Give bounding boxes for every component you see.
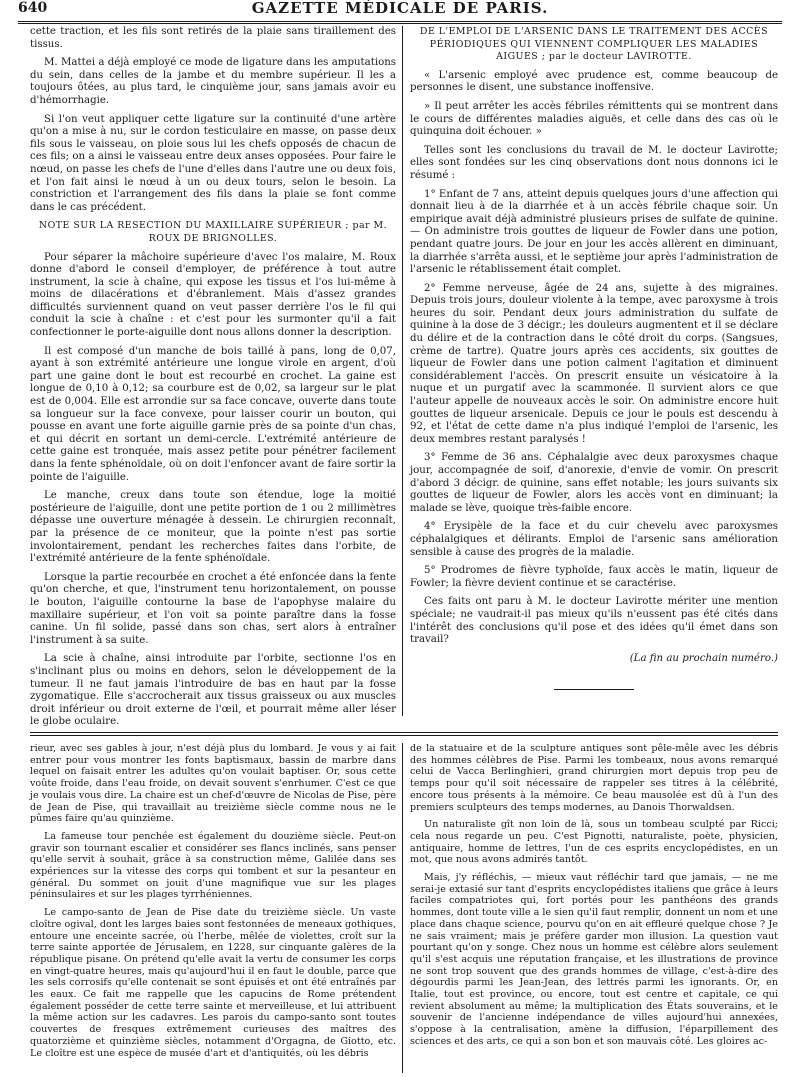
paragraph: La fameuse tour penchée est également du douzième siècle. Peut-on gravir son tournant escalier et considérer ses flancs inclinés, sans penser qu'elle servit à souhait, grâce à sa construction même, Galilée dans ses expériences sur la vitesse des corps qui tombent et sur la pesanteur en général. Du sommet on jouit d'une magnifique vue sur les plages péninsulaires et sur les plages tyrrhéniennes. [30, 830, 396, 901]
paragraph: Pour séparer la mâchoire supérieure d'avec l'os malaire, M. Roux donne d'abord le conseil d'employer, de préférence à tout autre instrument, la scie à chaîne, qui expose les tissus et l'os lui-même à moins de dilacérations et d'ébranlement. Mais d'assez grandes difficultés surviennent quand on veut passer derrière l'os le fil qui conduit la scie à chaîne : et c'est pour les surmonter qu'il a fait confectionner le porte-aiguille dont nous allons donner la description. [30, 251, 396, 339]
right-column [410, 26, 778, 716]
paragraph: 3° Femme de 36 ans. Céphalalgie avec deux paroxysmes chaque jour, accompagnée de soif, d'anorexie, d'envie de vomir. On prescrit d'abord 3 décigr. de quinine, sans effet notable; les jours suivants six gouttes de liqueur de Fowler, alors les accès vont en diminuant; la malade se lève, quoique très-faible encore. [410, 452, 778, 514]
paragraph: Lorsque la partie recourbée en crochet a été enfoncée dans la fente qu'on cherche, et que, l'instrument tenu horizontalement, on pousse le bouton, l'aiguille contourne la base de l'apophyse malaire du maxillaire supérieur, et l'on voit sa pointe paraître dans la fosse canine. Un fil solide, passé dans son chas, sert alors à entraîner l'instrument à sa suite. [30, 571, 396, 646]
paragraph: Le campo-santo de Jean de Pise date du treizième siècle. Un vaste cloître ogival, dont les larges baies sont festonnées de meneaux gothiques, entoure une enceinte sacrée, où l'herbe, mêlée de violettes, croît sur la terre sainte apportée de Jérusalem, en 1228, sur cinquante galères de la république pisane. On prétend qu'elle avait la vertu de consumer les corps en vingt-quatre heures, mais qu'aujourd'hui il en faut le double, parce que les sels corrosifs qu'elle contenait se sont épuisés et ont été entraînés par les eaux. Ce fait me rappelle que les capucins de Rome prétendent également posséder de cette terre sainte et merveilleuse, et lui attribuent la même action sur les cadavres. Les parois du campo-santo sont toutes couvertes de fresques extrêmement curieuses des maîtres des quatorzième et quinzième siècles, notamment d'Orgagna, de Giotto, etc. Le cloître est une espèce de musée d'art et d'antiquités, où les débris [30, 907, 396, 1059]
paragraph: Si l'on veut appliquer cette ligature sur la continuité d'une artère qu'on a mise à nu, sur le cordon testiculaire en masse, on passe deux fils sous le vaisseau, on ploie sous lui les chefs opposés de chacun de ces fils; on a ainsi le vaisseau entre deux anses opposées. Pour faire le nœud, on passe les chefs de l'une d'elles dans l'autre une ou deux fois, et l'on fait ainsi le nœud à un ou deux tours, selon le besoin. La constriction et l'arrangement des fils dans la plaie se font comme dans le cas précédent. [30, 113, 396, 213]
header-rule-double [18, 23, 782, 24]
paragraph: 5° Prodromes de fièvre typhoïde, faux accès le matin, liqueur de Fowler; la fièvre devient continue et se caractérise. [410, 565, 778, 589]
page-header [18, 2, 782, 19]
paragraph: cette traction, et les fils sont retirés de la plaie sans tiraillement des tissus. [30, 26, 396, 50]
feuilleton-divider [402, 743, 403, 1073]
article-heading: DE L'EMPLOI DE L'ARSENIC DANS LE TRAITEMENT DES ACCÈS PÉRIODIQUES QUI VIENNENT COMPLIQUER LES MALADIES AIGUES ; par le docteur LAVIROTTE. [419, 26, 769, 63]
article-heading: NOTE SUR LA RESECTION DU MAXILLAIRE SUPÉRIEUR ; par M. ROUX DE BRIGNOLLES. [38, 220, 388, 244]
paragraph: rieur, avec ses gables à jour, n'est déjà plus du lombard. Je vous y ai fait entrer pour vous montrer les fonts baptismaux, bassin de marbre dans lequel on faisait entrer les adultes qu'on voulait baptiser. Or, sous cette voûte froide, dans l'eau froide, on devait souvent s'enrhumer. C'est ce que je voulais vous dire. La chaire est un chef-d'œuvre de Nicolas de Pise, père de Jean de Pise, qui travaillait au treizième siècle comme nous ne le pûmes faire qu'au quinzième. [30, 743, 396, 825]
paragraph: » Il peut arrêter les accès fébriles rémittents qui se montrent dans le cours de différentes maladies aiguës, et celle dans des cas où le quinquina doit échouer. » [410, 100, 778, 138]
left-column [30, 26, 396, 728]
paragraph: Ces faits ont paru à M. le docteur Lavirotte mériter une mention spéciale; ne vaudrait-il pas mieux qu'ils n'eussent pas été cités dans l'intérêt des conclusions qu'il pose et des idées qu'il émet dans son travail? [410, 596, 778, 646]
paragraph: 4° Erysipèle de la face et du cuir chevelu avec paroxysmes céphalalgiques et délirants. Emploi de l'arsenic sans amélioration sensible à cause des progrès de la maladie. [410, 521, 778, 558]
paragraph: La scie à chaîne, ainsi introduite par l'orbite, sectionne l'os en s'inclinant plus ou moins en dehors, selon le développement de la tumeur. Il ne faut jamais l'introduire de bas en haut par la fosse zygomatique. Elle s'accrocherait aux tissus graisseux ou aux muscles droit inférieur ou droit externe de l'œil, et pourrait même aller léser le globe oculaire. [30, 653, 396, 728]
paragraph: de la statuaire et de la sculpture antiques sont pêle-mêle avec les débris des hommes célèbres de Pise. Parmi les tombeaux, nous avons remarqué celui de Vacca Berlinghieri, grand chirurgien mort depuis trop peu de temps pour qu'il soit nécessaire de rappeler ses titres à la célébrité, encore tous présents à la mémoire. Ce beau mausolée est dû à l'un des premiers sculpteurs des temps modernes, au Danois Thorwaldsen. [410, 743, 778, 813]
continuation-note: (La fin au prochain numéro.) [629, 652, 778, 664]
journal-title: GAZETTE MÉDICALE DE PARIS. [251, 0, 549, 17]
paragraph: 2° Femme nerveuse, âgée de 24 ans, sujette à des migraines. Depuis trois jours, douleur violente à la tempe, avec paroxysme à trois heures du soir. Pendant deux jours administration du sulfate de quinine à la dose de 3 décigr.; les douleurs augmentent et il se déclare du délire et de la contraction dans le côté droit du corps. (Sangsues, crème de tartre). Quatre jours après ces accidents, six gouttes de liqueur de Fowler dans une potion calment l'agitation et diminuent considérablement l'accès. On prescrit ensuite un vésicatoire à la nuque et un purgatif avec la scammonée. Il survient alors ce que l'auteur appelle de nouveaux accès le soir. On administre encore huit gouttes de liqueur arsenicale. Depuis ce jour le pouls est descendu à 92, et l'état de cette dame n'a plus indiqué l'emploi de l'arsenic, les deux membres restant paralysés ! [410, 282, 778, 445]
column-divider [402, 26, 403, 716]
end-rule [554, 689, 634, 690]
paragraph: « L'arsenic employé avec prudence est, comme beaucoup de personnes le disent, une substance inoffensive. [410, 69, 778, 94]
paragraph: M. Mattei a déjà employé ce mode de ligature dans les amputations du sein, dans celles de la jambe et du membre supérieur. Il les a toujours ôtées, au plus tard, le cinquième jour, sans jamais avoir eu d'hémorrhagie. [30, 57, 396, 106]
header-rule [18, 21, 782, 22]
paragraph: Le manche, creux dans toute son étendue, loge la moitié postérieure de l'aiguille, dont une petite portion de 1 ou 2 millimètres dépasse une ouverture ménagée à dessein. Le chirurgien reconnaît, par la présence de ce moniteur, que la pointe n'est pas sortie involontairement, pendant les recherches faites dans l'orbite, de l'extrémité antérieure de la fente sphénoïdale. [30, 490, 396, 565]
page-number: 640 [18, 0, 48, 16]
paragraph: Un naturaliste gît non loin de là, sous un tombeau sculpté par Ricci; cela nous regarde un peu. C'est Pignotti, naturaliste, poète, physicien, antiquaire, homme de lettres, l'un de ces esprits encyclopédistes, en un mot, que nous avons admirés tantôt. [410, 819, 778, 866]
feuilleton-left-column [30, 743, 396, 1073]
feuilleton-rule [30, 732, 778, 733]
paragraph: Il est composé d'un manche de bois taillé à pans, long de 0,07, ayant à son extrémité antérieure une longue virole en argent, d'où part une gaine dont le bout est recourbé en crochet. La gaine est longue de 0,10 à 0,12; sa courbure est de 0,02, sa largeur sur le plat est de 0,004. Elle est arrondie sur sa face concave, ouverte dans toute sa longueur sur la face convexe, pour laisser courir un bouton, qui pousse en avant une forte aiguille garnie près de sa pointe d'un chas, et qui décrit en sortant un demi-cercle. L'extrémité antérieure de cette gaine est tronquée, mais assez petite pour pénétrer facilement dans la fente sphénoïdale, où on doit l'enfoncer avant de faire sortir la pointe de l'aiguille. [30, 345, 396, 483]
feuilleton-rule-double [30, 735, 778, 736]
feuilleton-right-column [410, 743, 778, 1073]
paragraph: 1° Enfant de 7 ans, atteint depuis quelques jours d'une affection qui donnait lieu à de la diarrhée et à un accès fébrile chaque soir. Un empirique avait déjà administré plusieurs prises de sulfate de quinine. — On administre trois gouttes de liqueur de Fowler dans une potion, pendant quatre jours. De jour en jour les accès allèrent en diminuant, la diarrhée s'arrêta aussi, et le septième jour après l'administration de l'arsenic le rétablissement était complet. [410, 188, 778, 276]
paragraph: Mais, j'y réfléchis, — mieux vaut réfléchir tard que jamais, — ne me serai-je extasié sur tant d'esprits encyclopédistes italiens que grâce à leurs faciles compatriotes qui, fort portés pour les panthéons des grands hommes, dont toute ville a le sien qu'il faut remplir, donnent un nom et une place dans chaque science, pourvu qu'on en ait effleuré quelque chose ? Je ne sais vraiment; mais je préfère garder mon illusion. La question vaut pourtant qu'on y songe. Chez nous un homme est célèbre alors seulement qu'il s'est acquis une réputation française, et les illustrations de province ne sont trop souvent que des grands hommes de village, c'est-à-dire des dégourdis parmi les Jean-Jean, des lettrés parmi les ignorants. Or, en Italie, tout est province, ou encore, tout est centre et capitale, ce qui revient absolument au même; la multiplication des États souverains, et le souvenir de l'ancienne indépendance de villes aujourd'hui annexées, s'oppose à la centralisation, amène la diffusion, l'éparpillement des sciences et des arts, ce qui a son bon et son mauvais côté. Les gloires ac- [410, 872, 778, 1047]
paragraph: Telles sont les conclusions du travail de M. le docteur Lavirotte; elles sont fondées sur les cinq observations dont nous donnons ici le résumé : [410, 144, 778, 181]
